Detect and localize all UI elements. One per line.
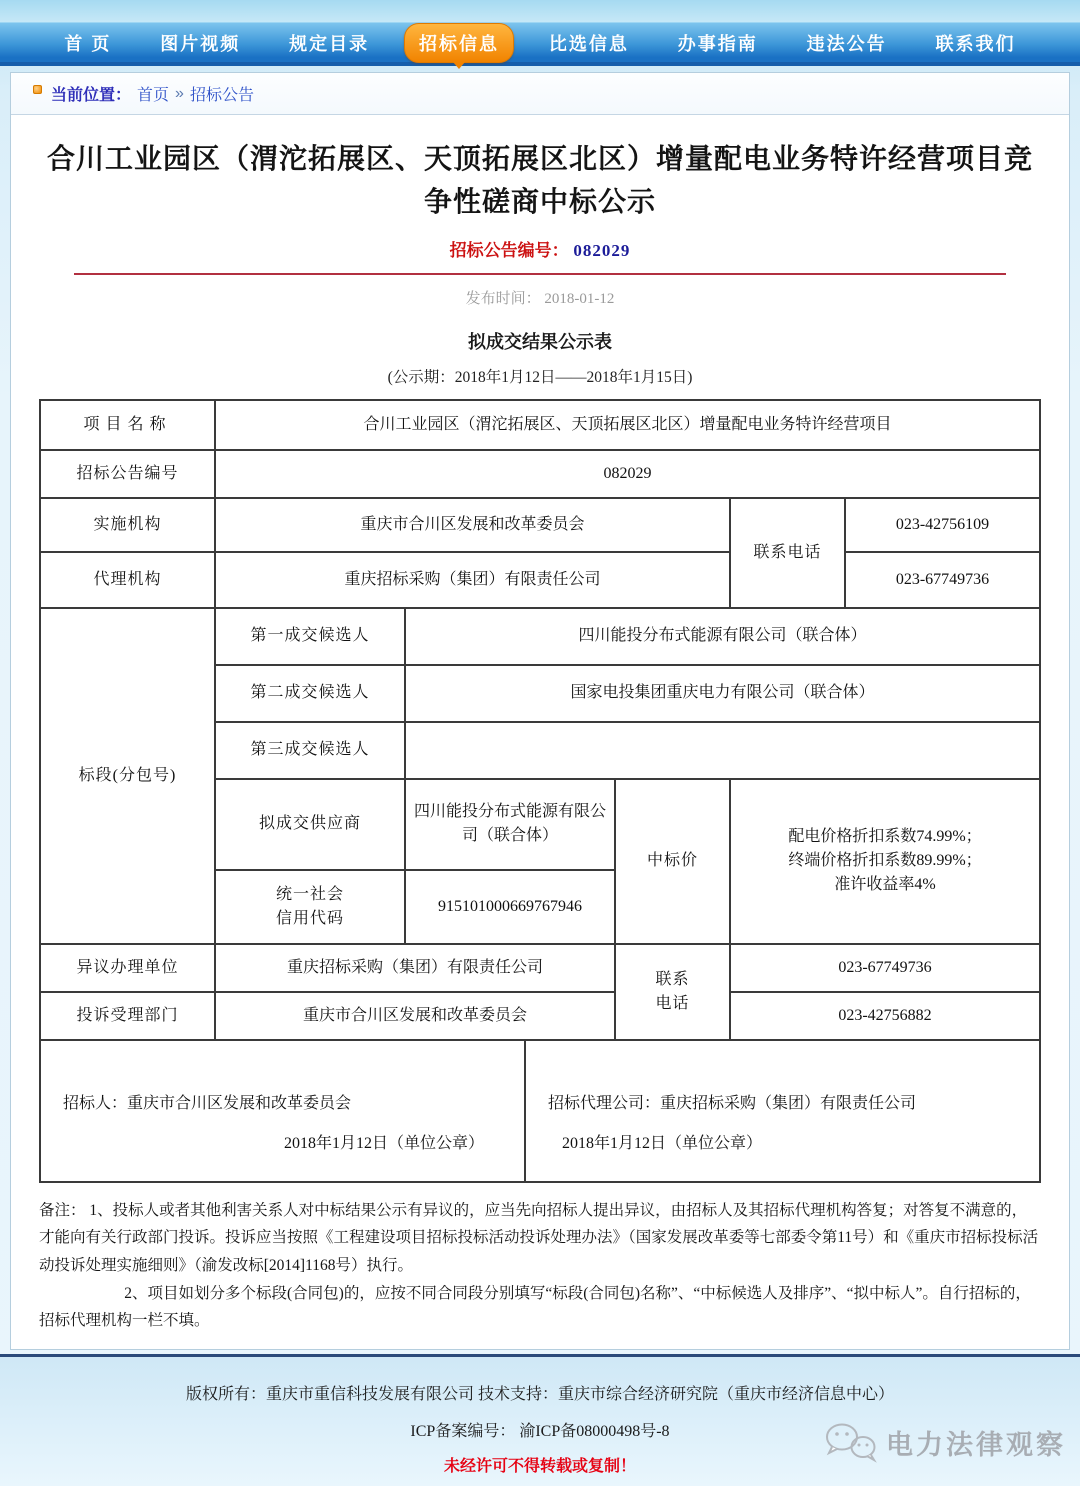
nav-item-compare-info[interactable]: 比选信息 (548, 33, 629, 54)
impl-org-label: 实施机构 (40, 498, 215, 552)
candidate1-value: 四川能投分布式能源有限公司（联合体） (405, 608, 1040, 665)
contact-phone2-label (615, 944, 730, 1040)
breadcrumb-home-link[interactable]: 首页 (137, 87, 170, 104)
complaint-dept-value: 重庆市合川区发展和改革委员会 (215, 992, 615, 1040)
nav-item-media[interactable]: 图片视频 (160, 33, 241, 54)
price-line-2: 终端价格折扣系数89.99%； (788, 852, 982, 870)
notice-no-value: 082029 (215, 450, 1040, 498)
footer-copyright: 版权所有：重庆市重信科技发展有限公司 技术支持：重庆市综合经济研究院（重庆市经济信息中心） (185, 1386, 894, 1403)
result-table-title: 拟成交结果公示表 (468, 331, 612, 352)
table-row (40, 992, 1040, 1040)
footer (0, 1357, 1080, 1486)
agent-signature-cell (525, 1040, 1040, 1182)
section-label: 标段(分包号) (40, 608, 215, 944)
table-row (40, 450, 1040, 498)
breadcrumb-label: 当前位置： (51, 87, 132, 104)
footer-icp: ICP备案编号： 渝ICP备08000498号-8 (410, 1423, 670, 1440)
publish-date: 发布时间： 2018-01-12 (465, 290, 615, 307)
contact-phone2-line1: 联系 (655, 970, 690, 988)
credit-code-label (215, 870, 405, 944)
notice-number-line (11, 236, 1069, 261)
objection-unit-label: 异议办理单位 (40, 944, 215, 992)
watermark (822, 1420, 1066, 1464)
credit-code-value: 915101000669767946 (405, 870, 615, 944)
nav-item-contact[interactable]: 联系我们 (935, 33, 1016, 54)
publicity-period: (公示期：2018年1月12日——2018年1月15日) (387, 368, 693, 386)
candidate3-label: 第三成交候选人 (215, 722, 405, 779)
price-line-1: 配电价格折扣系数74.99%； (788, 828, 982, 846)
project-name-label: 项目名称 (40, 400, 215, 450)
footer-warning: 未经许可不得转载或复制！ (443, 1458, 636, 1475)
breadcrumb-separator: » (175, 84, 184, 102)
award-price-label: 中标价 (615, 779, 730, 944)
candidate2-label: 第二成交候选人 (215, 665, 405, 722)
nav-item-catalog[interactable]: 规定目录 (289, 33, 370, 54)
supplier-label: 拟成交供应商 (215, 779, 405, 870)
candidate1-label: 第一成交候选人 (215, 608, 405, 665)
candidate2-value: 国家电投集团重庆电力有限公司（联合体） (405, 665, 1040, 722)
table-row (40, 498, 1040, 552)
tenderer-signature-cell (40, 1040, 525, 1182)
page-title: 合川工业园区（渭沱拓展区、天顶拓展区北区）增量配电业务特许经营项目竞争性磋商中标公示 (46, 143, 1033, 218)
project-name-value: 合川工业园区（渭沱拓展区、天顶拓展区北区）增量配电业务特许经营项目 (215, 400, 1040, 450)
agency-value: 重庆招标采购（集团）有限责任公司 (215, 552, 730, 608)
breadcrumb-bullet-icon (33, 85, 42, 94)
table-row (40, 1040, 1040, 1182)
contact-phone2-line2: 电话 (655, 994, 690, 1012)
credit-code-label-line2: 信用代码 (275, 909, 344, 927)
notice-number-value: 082029 (573, 240, 631, 260)
tenderer-date: 2018年1月12日（单位公章） (283, 1134, 484, 1152)
objection-unit-value: 重庆招标采购（集团）有限责任公司 (215, 944, 615, 992)
supplier-value: 四川能投分布式能源有限公司（联合体） (405, 779, 615, 870)
red-divider (74, 273, 1006, 275)
nav-item-guide[interactable]: 办事指南 (677, 33, 758, 54)
agency-phone-value: 023-67749736 (845, 552, 1040, 608)
impl-org-value: 重庆市合川区发展和改革委员会 (215, 498, 730, 552)
candidate3-value (405, 722, 1040, 779)
nav-item-violations[interactable]: 违法公告 (806, 33, 887, 54)
contact-phone-label: 联系电话 (730, 498, 845, 608)
notes (39, 1197, 1041, 1335)
credit-code-label-line1: 统一社会 (275, 885, 344, 903)
nav-item-bid-info[interactable]: 招标信息 (404, 23, 514, 63)
breadcrumb-current-link[interactable]: 招标公告 (189, 87, 254, 104)
note-paragraph-2: 2、项目如划分多个标段(合同包)的，应按不同合同段分别填写“标段(合同包)名称”、“中标候选人及排序”、“拟中标人”。自行招标的，招标代理机构一栏不填。 (39, 1284, 1031, 1330)
top-strip (0, 0, 1080, 22)
watermark-text: 电力法律观察 (886, 1429, 1066, 1460)
complaint-dept-label: 投诉受理部门 (40, 992, 215, 1040)
complaint-phone-value: 023-42756882 (730, 992, 1040, 1040)
tenderer-line: 招标人：重庆市合川区发展和改革委员会 (62, 1094, 351, 1112)
wechat-icon (822, 1420, 880, 1464)
agent-date: 2018年1月12日（单位公章） (561, 1134, 762, 1152)
table-row (40, 400, 1040, 450)
table-row (40, 944, 1040, 992)
agency-label: 代理机构 (40, 552, 215, 608)
content-box (10, 72, 1070, 1350)
table-row (40, 608, 1040, 665)
price-line-3: 准许收益率4% (834, 876, 936, 894)
award-price-value (730, 779, 1040, 944)
breadcrumb (11, 73, 1069, 115)
objection-phone-value: 023-67749736 (730, 944, 1040, 992)
result-table (39, 399, 1041, 1183)
impl-phone-value: 023-42756109 (845, 498, 1040, 552)
notice-no-label: 招标公告编号 (40, 450, 215, 498)
nav-item-home[interactable]: 首 页 (64, 33, 112, 54)
main-nav (0, 22, 1080, 66)
note-paragraph-1: 备注： 1、投标人或者其他利害关系人对中标结果公示有异议的，应当先向招标人提出异议，由招标人及其招标代理机构答复；对答复不满意的，才能向有关行政部门投诉。投诉应当按照《工程建设项目招标投标活动投诉处理办法》（国家发展改革委等七部委令第11号）和《重庆市招标投标活动投诉处理实施细则》（渝发改标[2014]1168号）执行。 (39, 1201, 1039, 1274)
notice-number-label: 招标公告编号： (449, 240, 569, 260)
table-row (40, 552, 1040, 608)
agent-line: 招标代理公司：重庆招标采购（集团）有限责任公司 (547, 1094, 916, 1112)
